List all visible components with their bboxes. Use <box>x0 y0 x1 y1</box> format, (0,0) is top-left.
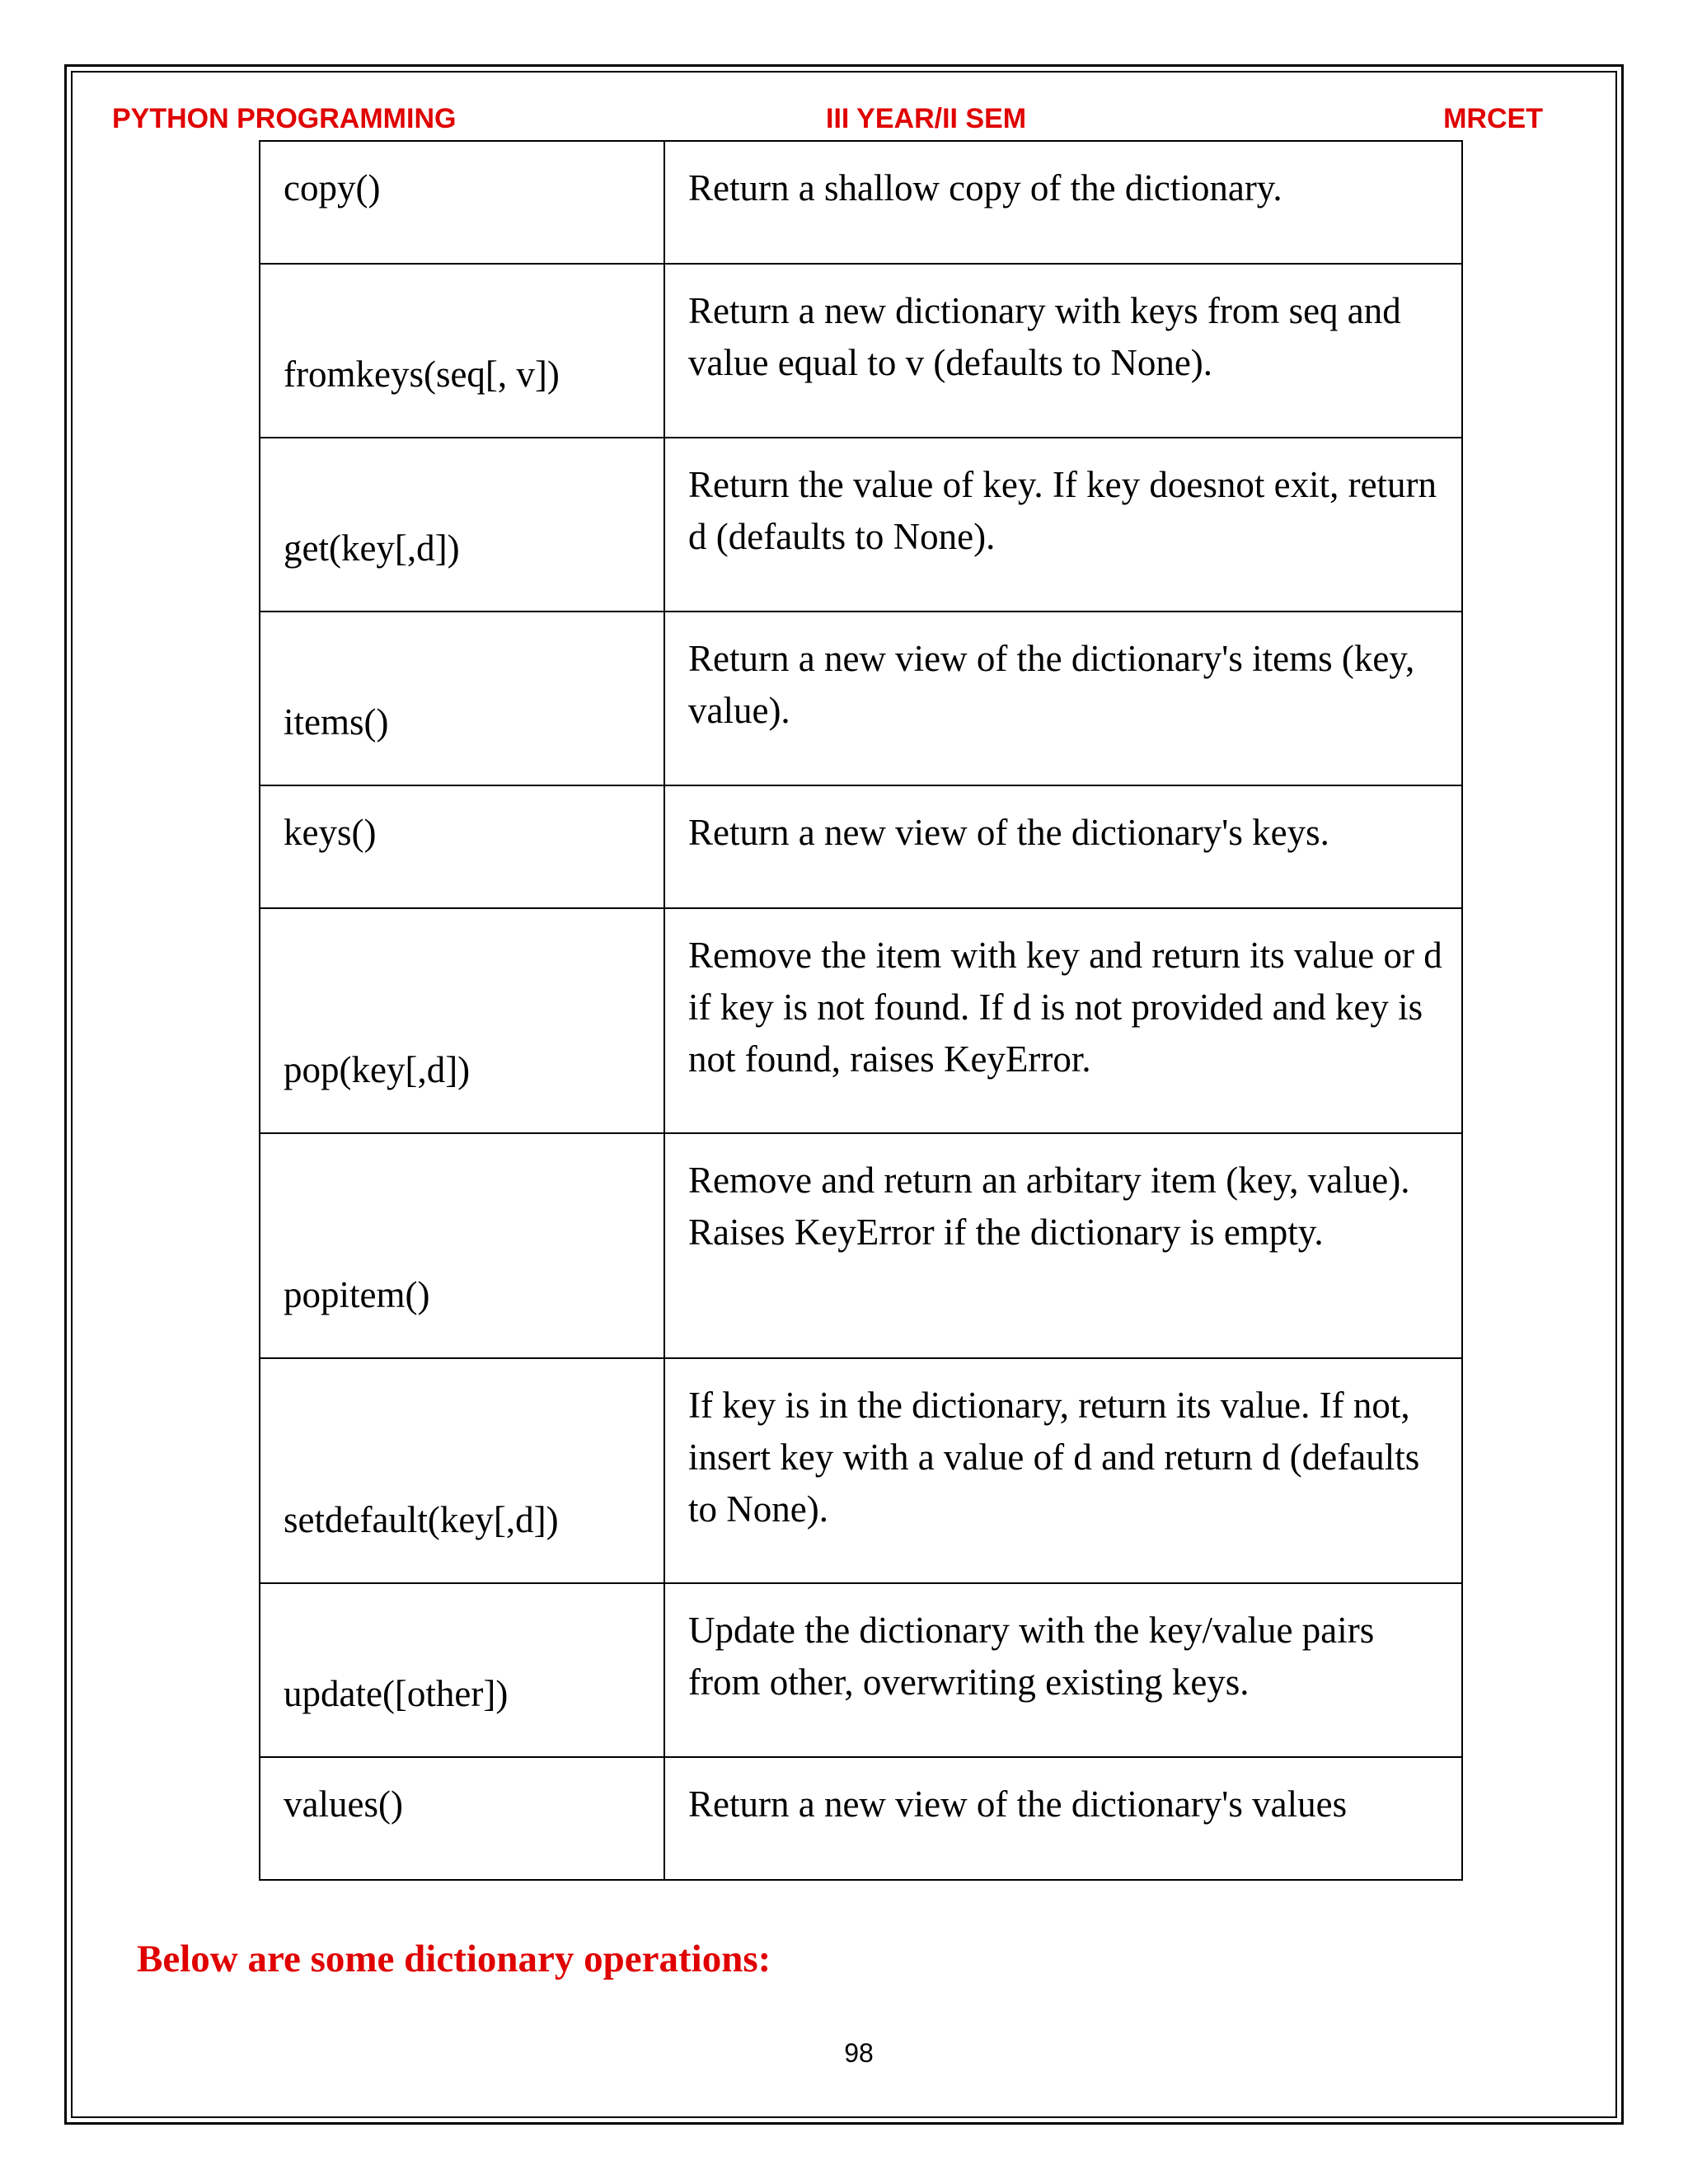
table-row <box>260 141 1462 264</box>
header-subject: PYTHON PROGRAMMING <box>112 103 457 134</box>
section-heading: Below are some dictionary operations: <box>137 1938 771 1980</box>
method-description: Return a new view of the dictionary's keys. <box>664 785 1462 908</box>
method-description: Return a new view of the dictionary's values <box>664 1757 1462 1880</box>
method-description: Return the value of key. If key doesnot exit, return d (defaults to None). <box>664 438 1462 612</box>
method-name: popitem() <box>260 1133 664 1358</box>
table-row <box>260 785 1462 908</box>
table-row <box>260 612 1462 785</box>
method-name: update([other]) <box>260 1583 664 1757</box>
method-description: Return a new dictionary with keys from seq and value equal to v (defaults to None). <box>664 264 1462 438</box>
method-description: Return a shallow copy of the dictionary. <box>664 141 1462 264</box>
header-institution: MRCET <box>1443 103 1543 134</box>
table-row <box>260 264 1462 438</box>
method-description: Remove the item with key and return its value or d if key is not found. If d is not provided and key is not found, raises KeyError. <box>664 908 1462 1133</box>
method-description: Remove and return an arbitary item (key, value). Raises KeyError if the dictionary is empty. <box>664 1133 1462 1358</box>
method-name: items() <box>260 612 664 785</box>
table-row <box>260 1583 1462 1757</box>
table-row <box>260 1133 1462 1358</box>
table-row <box>260 1757 1462 1880</box>
method-description: If key is in the dictionary, return its value. If not, insert key with a value of d and return d (defaults to None). <box>664 1358 1462 1583</box>
method-description: Update the dictionary with the key/value pairs from other, overwriting existing keys. <box>664 1583 1462 1757</box>
page-number: 98 <box>844 2038 874 2068</box>
table-row <box>260 908 1462 1133</box>
method-name: values() <box>260 1757 664 1880</box>
method-name: setdefault(key[,d]) <box>260 1358 664 1583</box>
method-name: keys() <box>260 785 664 908</box>
dictionary-methods-table <box>259 140 1463 1881</box>
method-name: get(key[,d]) <box>260 438 664 612</box>
header-semester: III YEAR/II SEM <box>826 103 1027 134</box>
method-name: copy() <box>260 141 664 264</box>
method-name: fromkeys(seq[, v]) <box>260 264 664 438</box>
table-row <box>260 438 1462 612</box>
method-description: Return a new view of the dictionary's items (key, value). <box>664 612 1462 785</box>
table-row <box>260 1358 1462 1583</box>
method-name: pop(key[,d]) <box>260 908 664 1133</box>
